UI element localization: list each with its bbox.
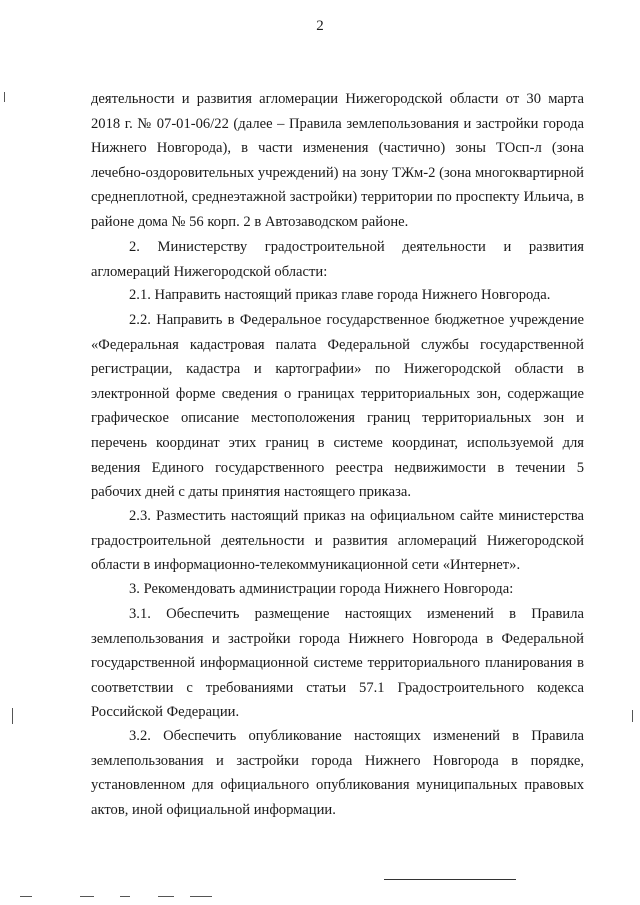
scan-mark-left-top (4, 92, 5, 102)
scan-dash-bottom-1 (20, 896, 32, 897)
paragraph-item-3-1: 3.1. Обеспечить размещение настоящих изменений в Правила землепользования и застройки города Нижнего Новгорода в Федеральной государственной информационной системе территориального планирования в соответствии с требованиями статьи 57.1 Градостроительного кодекса Российской Федерации. (91, 606, 584, 721)
scan-mark-left-bottom (12, 708, 13, 724)
scan-dash-bottom-5 (190, 896, 212, 897)
paragraph-item-2-2: 2.2. Направить в Федеральное государственное бюджетное учреждение «Федеральная кадастровая палата Федеральной службы государственной регистрации, кадастра и картографии» по Нижегородской области в электронной форме сведения о границах территориальных зон, содержащие графическое описание местоположения границ территориальных зон и перечень координат этих границ в системе координат, используемой для ведения Единого государственного реестра недвижимости в течении 5 рабочих дней с даты принятия настоящего приказа. (91, 312, 584, 501)
paragraph-item-2-3: 2.3. Разместить настоящий приказ на официальном сайте министерства градостроительной деятельности и развития агломераций Нижегородской области в информационно-телекоммуникационной сети «Интернет». (91, 508, 584, 574)
scan-dash-bottom-4 (158, 896, 174, 897)
scan-line-bottom-right (384, 879, 516, 880)
scan-dash-bottom-3 (120, 896, 130, 897)
paragraph-item-3-2: 3.2. Обеспечить опубликование настоящих изменений в Правила землепользования и застройки города Нижнего Новгорода в порядке, установленном для официального опубликования муниципальных правовых актов, иной официальной информации. (91, 728, 584, 818)
paragraph-item-3: 3. Рекомендовать администрации города Нижнего Новгорода: (129, 581, 514, 597)
paragraph-item-2: 2. Министерству градостроительной деятельности и развития агломераций Нижегородской области: (91, 239, 584, 280)
page-number: 2 (316, 18, 324, 34)
paragraph-item-2-1: 2.1. Направить настоящий приказ главе города Нижнего Новгорода. (129, 287, 551, 303)
scan-mark-right-edge (632, 710, 633, 722)
paragraph-intro-continuation: деятельности и развития агломерации Нижегородской области от 30 марта 2018 г. № 07-01-06/22 (далее – Правила землепользования и застройки города Нижнего Новгорода), в части изменения (частично) зоны ТОсп-л (зона лечебно-оздоровительных учреждений) на зону ТЖм-2 (зона многоквартирной среднеплотной, среднеэтажной застройки) территории по проспекту Ильича, в районе дома № 56 корп. 2 в Автозаводском районе. (91, 91, 584, 230)
scan-dash-bottom-2 (80, 896, 94, 897)
